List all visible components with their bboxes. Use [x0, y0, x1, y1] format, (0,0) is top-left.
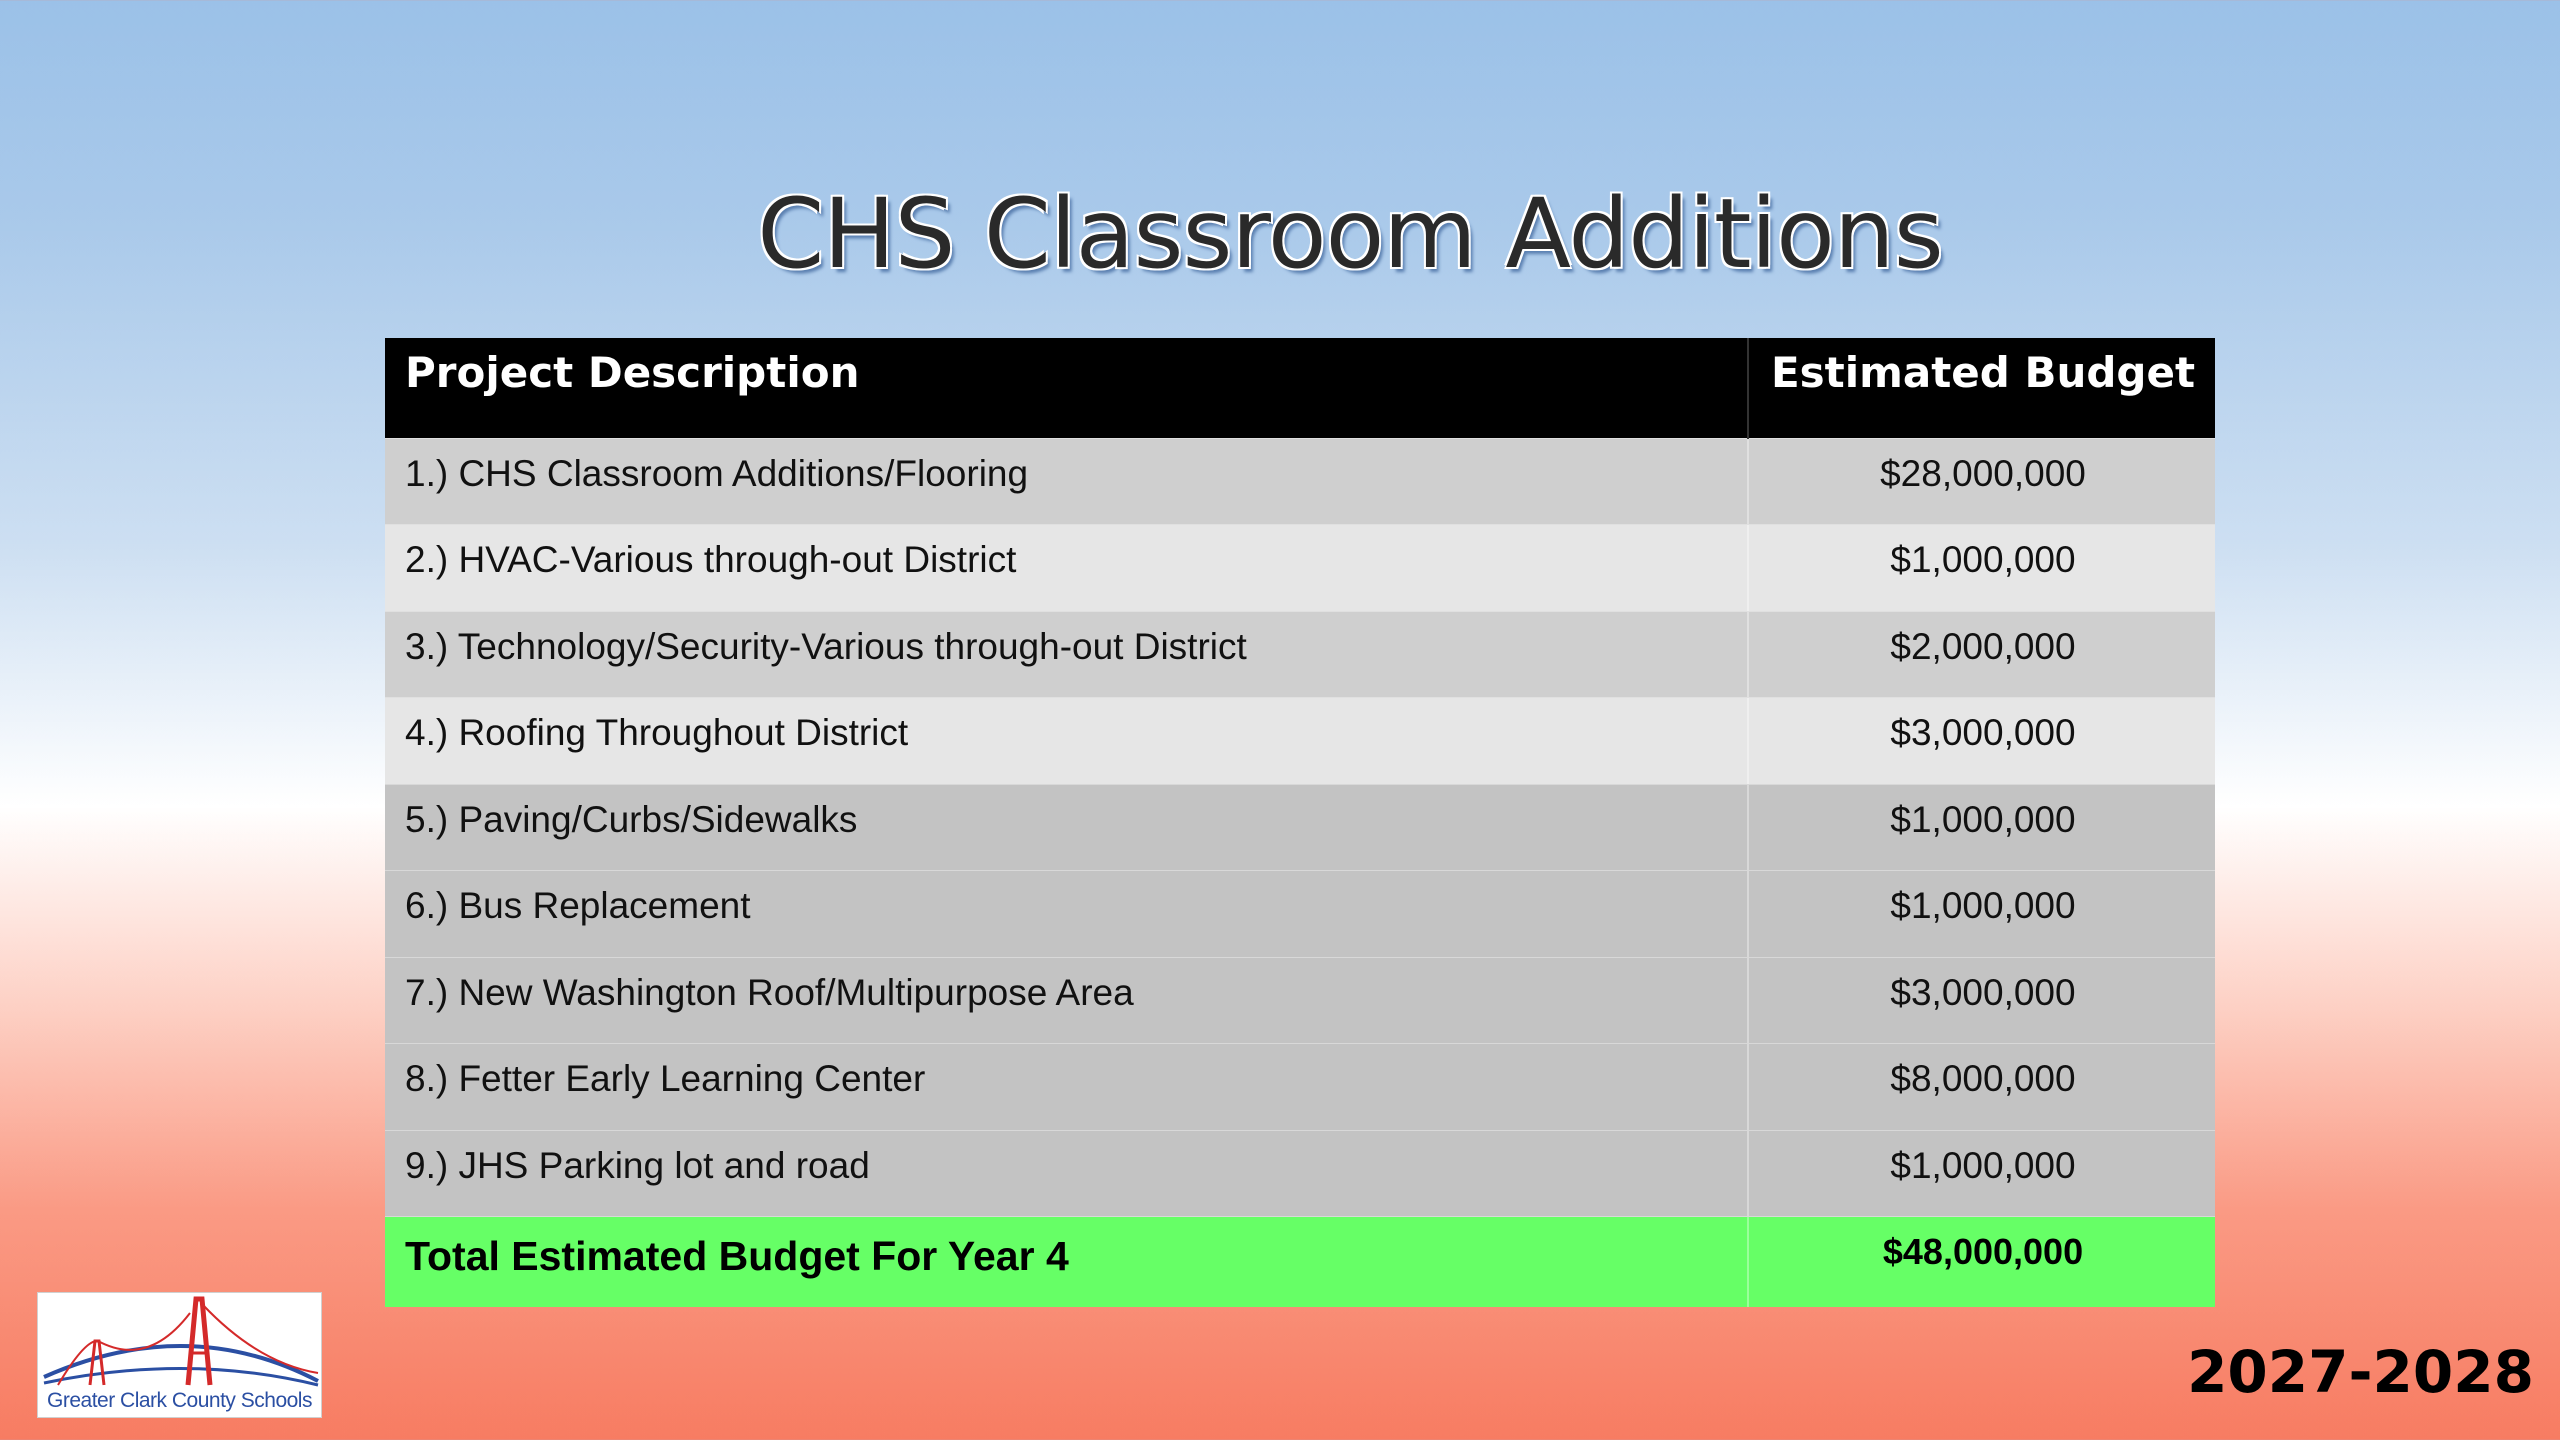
total-label: Total Estimated Budget For Year 4	[385, 1217, 1748, 1307]
row-description: 3.) Technology/Security-Various through-out District	[385, 611, 1748, 698]
table-row	[385, 1044, 2215, 1131]
row-budget: $1,000,000	[1748, 784, 2215, 871]
bridge-icon	[38, 1293, 322, 1393]
row-budget: $1,000,000	[1748, 871, 2215, 958]
budget-table	[385, 338, 2215, 1307]
row-description: 1.) CHS Classroom Additions/Flooring	[385, 438, 1748, 525]
table-row	[385, 871, 2215, 958]
row-budget: $28,000,000	[1748, 438, 2215, 525]
table-row	[385, 698, 2215, 785]
table-row	[385, 438, 2215, 525]
table-row	[385, 611, 2215, 698]
row-description: 8.) Fetter Early Learning Center	[385, 1044, 1748, 1131]
table-row	[385, 525, 2215, 612]
row-description: 2.) HVAC-Various through-out District	[385, 525, 1748, 612]
row-budget: $1,000,000	[1748, 525, 2215, 612]
total-budget: $48,000,000	[1748, 1217, 2215, 1307]
row-description: 7.) New Washington Roof/Multipurpose Area	[385, 957, 1748, 1044]
total-row	[385, 1217, 2215, 1307]
row-description: 6.) Bus Replacement	[385, 871, 1748, 958]
row-budget: $3,000,000	[1748, 957, 2215, 1044]
row-budget: $1,000,000	[1748, 1130, 2215, 1217]
table-header-row	[385, 338, 2215, 438]
row-budget: $2,000,000	[1748, 611, 2215, 698]
table-row	[385, 1130, 2215, 1217]
row-budget: $3,000,000	[1748, 698, 2215, 785]
header-project-description: Project Description	[385, 338, 1748, 438]
row-description: 4.) Roofing Throughout District	[385, 698, 1748, 785]
table-row	[385, 784, 2215, 871]
year-label: 2027-2028	[2187, 1338, 2534, 1406]
row-budget: $8,000,000	[1748, 1044, 2215, 1131]
row-description: 5.) Paving/Curbs/Sidewalks	[385, 784, 1748, 871]
slide-title: CHS Classroom Additions	[757, 178, 1943, 290]
header-estimated-budget: Estimated Budget	[1748, 338, 2215, 438]
row-description: 9.) JHS Parking lot and road	[385, 1130, 1748, 1217]
school-logo	[37, 1292, 322, 1418]
logo-text: Greater Clark County Schools	[47, 1389, 312, 1412]
table-row	[385, 957, 2215, 1044]
